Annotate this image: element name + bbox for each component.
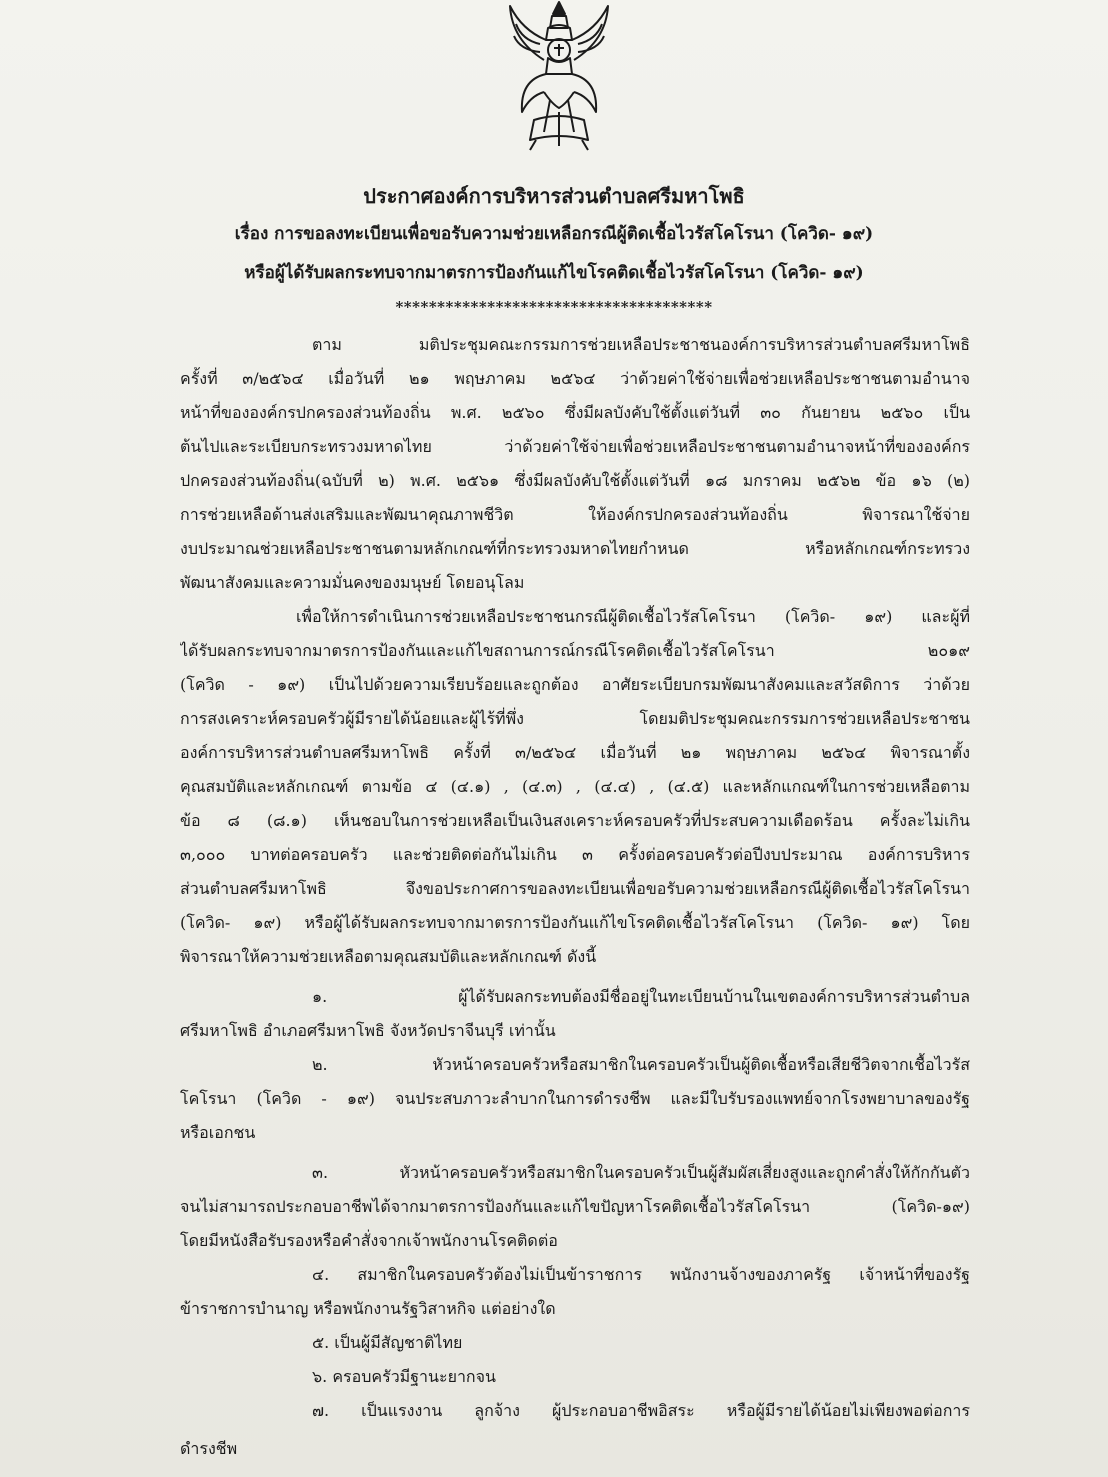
body-line: (โควิด- ๑๙) หรือผู้ได้รับผลกระทบจากมาตรการป้องกันแก้ไขโรคติดเชื้อไวรัสโคโรนา (โควิด- ๑๙) โดย: [180, 913, 970, 932]
criteria-item: ๒. หัวหน้าครอบครัวหรือสมาชิกในครอบครัวเป็นผู้ติดเชื้อหรือเสียชีวิตจากเชื้อไวรัส: [312, 1055, 970, 1074]
body-line: ดำรงชีพ: [180, 1439, 238, 1458]
criteria-item: ๑. ผู้ได้รับผลกระทบต้องมีชื่ออยู่ในทะเบียนบ้านในเขตองค์การบริหารส่วนตำบล: [312, 987, 970, 1006]
body-line: หน้าที่ขององค์กรปกครองส่วนท้องถิ่น พ.ศ. ๒๕๖๐ ซึ่งมีผลบังคับใช้ตั้งแต่วันที่ ๓๐ กันยายน ๒๕๖๐ เป็น: [180, 403, 970, 422]
body-line: ส่วนตำบลศรีมหาโพธิ จึงขอประกาศการขอลงทะเบียนเพื่อขอรับความช่วยเหลือกรณีผู้ติดเชื้อไวรัสโคโรนา: [180, 879, 970, 898]
criteria-item: ๔. สมาชิกในครอบครัวต้องไม่เป็นข้าราชการ พนักงานจ้างของภาครัฐ เจ้าหน้าที่ของรัฐ: [312, 1265, 970, 1284]
body-line: เพื่อให้การดำเนินการช่วยเหลือประชาชนกรณีผู้ติดเชื้อไวรัสโคโรนา (โควิด- ๑๙) และผู้ที่: [296, 607, 970, 626]
body-line: การช่วยเหลือด้านส่งเสริมและพัฒนาคุณภาพชีวิต ให้องค์กรปกครองส่วนท้องถิ่น พิจารณาใช้จ่าย: [180, 505, 970, 524]
body-line: จนไม่สามารถประกอบอาชีพได้จากมาตรการป้องกันและแก้ไขปัญหาโรคติดเชื้อไวรัสโคโรนา (โควิด-๑๙): [180, 1197, 970, 1216]
criteria-item: ๕. เป็นผู้มีสัญชาติไทย: [312, 1333, 463, 1352]
body-line: หรือเอกชน: [180, 1123, 256, 1142]
body-line: โคโรนา (โควิด - ๑๙) จนประสบภาวะลำบากในการดำรงชีพ และมีใบรับรองแพทย์จากโรงพยาบาลของรัฐ: [180, 1089, 970, 1108]
announcement-title: ประกาศองค์การบริหารส่วนตำบลศรีมหาโพธิ: [363, 184, 745, 208]
body-line: พัฒนาสังคมและความมั่นคงของมนุษย์ โดยอนุโลม: [180, 573, 525, 592]
body-line: คุณสมบัติและหลักเกณฑ์ ตามข้อ ๔ (๔.๑) , (๔.๓) , (๔.๔) , (๔.๕) และหลักแกณฑ์ในการช่วยเหลือตาม: [180, 777, 970, 796]
body-line: ครั้งที่ ๓/๒๕๖๔ เมื่อวันที่ ๒๑ พฤษภาคม ๒๕๖๔ ว่าด้วยค่าใช้จ่ายเพื่อช่วยเหลือประชาชนตามอำนาจ: [180, 369, 970, 388]
body-line: องค์การบริหารส่วนตำบลศรีมหาโพธิ ครั้งที่ ๓/๒๕๖๔ เมื่อวันที่ ๒๑ พฤษภาคม ๒๕๖๔ พิจารณาตั้ง: [180, 743, 970, 762]
criteria-item: ๗. เป็นแรงงาน ลูกจ้าง ผู้ประกอบอาชีพอิสระ หรือผู้มีรายได้น้อยไม่เพียงพอต่อการ: [312, 1401, 970, 1420]
body-line: งบประมาณช่วยเหลือประชาชนตามหลักเกณฑ์ที่กระทรวงมหาดไทยกำหนด หรือหลักเกณฑ์กระทรวง: [180, 539, 970, 558]
body-line: ปกครองส่วนท้องถิ่น(ฉบับที่ ๒) พ.ศ. ๒๕๖๑ ซึ่งมีผลบังคับใช้ตั้งแต่วันที่ ๑๘ มกราคม ๒๕๖๒ ข้อ ๑๖ (๒): [180, 471, 970, 490]
body-line: ข้าราชการบำนาญ หรือพนักงานรัฐวิสาหกิจ แต่อย่างใด: [180, 1299, 556, 1318]
subject-line-2: หรือผู้ได้รับผลกระทบจากมาตรการป้องกันแก้ไขโรคติดเชื้อไวรัสโคโรนา (โควิด- ๑๙): [244, 263, 864, 283]
body-line: โดยมีหนังสือรับรองหรือคำสั่งจากเจ้าพนักงานโรคติดต่อ: [180, 1231, 558, 1250]
body-line: ข้อ ๘ (๘.๑) เห็นชอบในการช่วยเหลือเป็นเงินสงเคราะห์ครอบครัวที่ประสบความเดือดร้อน ครั้งละไม่เกิน: [180, 811, 970, 830]
criteria-item: ๖. ครอบครัวมีฐานะยากจน: [312, 1367, 496, 1386]
body-line: ศรีมหาโพธิ อำเภอศรีมหาโพธิ จังหวัดปราจีนบุรี เท่านั้น: [180, 1021, 556, 1040]
subject-line-1: เรื่อง การขอลงทะเบียนเพื่อขอรับความช่วยเหลือกรณีผู้ติดเชื้อไวรัสโคโรนา (โควิด- ๑๙): [234, 224, 874, 244]
garuda-emblem: [500, 0, 618, 152]
body-line: การสงเคราะห์ครอบครัวผู้มีรายได้น้อยและผู้ไร้ที่พึ่ง โดยมติประชุมคณะกรรมการช่วยเหลือประชาชน: [180, 709, 970, 728]
separator: **************************************: [395, 298, 713, 316]
body-line: ตาม มติประชุมคณะกรรมการช่วยเหลือประชาชนองค์การบริหารส่วนตำบลศรีมหาโพธิ: [312, 335, 970, 354]
criteria-item: ๓. หัวหน้าครอบครัวหรือสมาชิกในครอบครัวเป็นผู้สัมผัสเสี่ยงสูงและถูกคำสั่งให้กักกันตัว: [312, 1163, 970, 1182]
body-line: พิจารณาให้ความช่วยเหลือตามคุณสมบัติและหลักเกณฑ์ ดังนี้: [180, 947, 597, 966]
body-line: ต้นไปและระเบียบกระทรวงมหาดไทย ว่าด้วยค่าใช้จ่ายเพื่อช่วยเหลือประชาชนตามอำนาจหน้าที่ขององค์กร: [180, 437, 970, 456]
body-line: ๓,๐๐๐ บาทต่อครอบครัว และช่วยติดต่อกันไม่เกิน ๓ ครั้งต่อครอบครัวต่อปีงบประมาณ องค์การบริหาร: [180, 845, 970, 864]
body-line: ได้รับผลกระทบจากมาตรการป้องกันและแก้ไขสถานการณ์กรณีโรคติดเชื้อไวรัสโคโรนา ๒๐๑๙: [180, 641, 970, 660]
body-line: (โควิด - ๑๙) เป็นไปด้วยความเรียบร้อยและถูกต้อง อาศัยระเบียบกรมพัฒนาสังคมและสวัสดิการ ว่าด้วย: [180, 675, 970, 694]
